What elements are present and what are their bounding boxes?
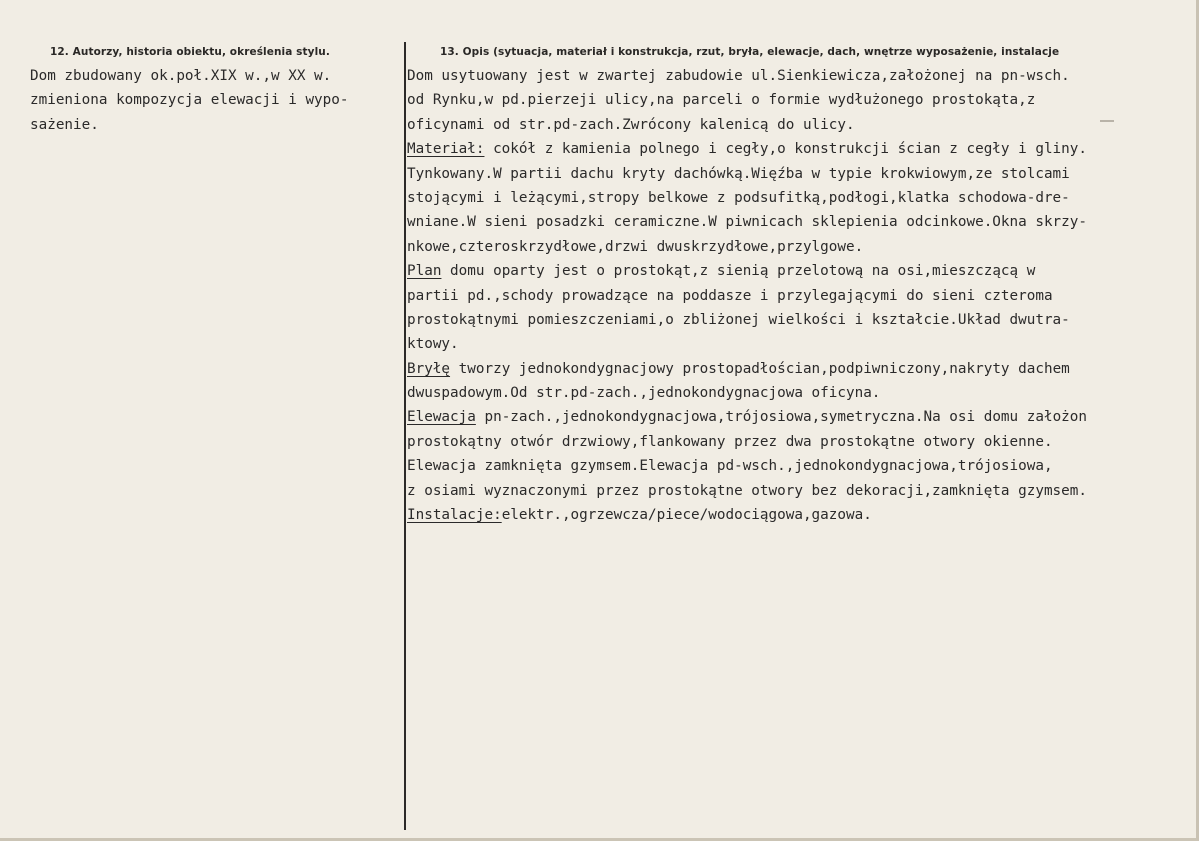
pencil-mark: [1100, 120, 1114, 122]
description-line-text: od Rynku,w pd.pierzeji ulicy,na parceli o formie wydłużonego prostokąta,z: [407, 92, 1036, 109]
description-keyword-instalacje: Instalacje:: [407, 507, 502, 524]
description-line-text: oficynami od str.pd-zach.Zwrócony kalenicą do ulicy.: [407, 116, 855, 133]
history-line: Dom zbudowany ok.poł.XIX w.,w XX w.: [30, 68, 332, 84]
description-keyword-bryla: Bryłę: [407, 360, 451, 377]
description-line: [407, 259, 1087, 283]
description-line: [407, 162, 1087, 186]
description-line: [407, 235, 1087, 259]
description-line: [407, 503, 1087, 527]
description-keyword-material: Materiał:: [407, 141, 485, 158]
description-line-text: prostokątny otwór drzwiowy,flankowany przez dwa prostokątne otwory okienne.: [407, 433, 1053, 450]
description-keyword-plan: Plan: [407, 263, 442, 280]
description-line: [407, 405, 1087, 429]
description-line: [407, 137, 1087, 161]
section-12-heading: 12. Autorzy, historia obiektu, określenia stylu.: [50, 46, 330, 58]
section-13-heading: 13. Opis (sytuacja, materiał i konstrukcja, rzut, bryła, elewacje, dach, wnętrze wyposażenie, instalacje: [440, 46, 1060, 58]
description-text: [407, 64, 1087, 527]
description-line: [407, 88, 1087, 112]
description-line-text: pn-zach.,jednokondygnacjowa,trójosiowa,symetryczna.Na osi domu założon: [475, 409, 1088, 426]
description-line: [407, 332, 1087, 356]
description-line: [407, 381, 1087, 405]
description-line-text: nkowe,czteroskrzydłowe,drzwi dwuskrzydłowe,przylgowe.: [407, 238, 864, 255]
history-text: [30, 64, 348, 137]
description-line: [407, 430, 1087, 454]
description-line-text: z osiami wyznaczonymi przez prostokątne otwory bez dekoracji,zamknięta gzymsem.: [407, 482, 1087, 499]
description-line: [407, 186, 1087, 210]
description-line-text: domu oparty jest o prostokąt,z sienią przelotową na osi,mieszczącą w: [441, 263, 1036, 280]
description-line: [407, 308, 1087, 332]
description-line-text: ktowy.: [407, 336, 459, 353]
description-line: [407, 113, 1087, 137]
history-line: zmieniona kompozycja elewacji i wypo-: [30, 92, 349, 109]
description-line-text: prostokątnymi pomieszczeniami,o zbliżonej wielkości i kształcie.Układ dwutra-: [407, 311, 1070, 328]
description-line-text: dwuspadowym.Od str.pd-zach.,jednokondygnacjowa oficyna.: [407, 385, 881, 402]
column-divider: [404, 42, 406, 830]
description-line-text: stojącymi i leżącymi,stropy belkowe z podsufitką,podłogi,klatka schodowa-dre-: [407, 189, 1070, 206]
description-line: [407, 454, 1087, 478]
description-line-text: Tynkowany.W partii dachu kryty dachówką.Więźba w typie krokwiowym,ze stolcami: [407, 165, 1070, 182]
description-line-text: elektr.,ogrzewcza/piece/wodociągowa,gazowa.: [501, 507, 872, 524]
description-line: [407, 64, 1087, 88]
description-line-text: tworzy jednokondygnacjowy prostopadłościan,podpiwniczony,nakryty dachem: [450, 360, 1070, 377]
description-line-text: partii pd.,schody prowadzące na poddasze i przylegającymi do sieni czteroma: [407, 287, 1053, 304]
description-line-text: Elewacja zamknięta gzymsem.Elewacja pd-wsch.,jednokondygnacjowa,trójosiowa,: [407, 458, 1053, 475]
description-line-text: cokół z kamienia polnego i cegły,o konstrukcji ścian z cegły i gliny.: [484, 141, 1087, 158]
description-keyword-elewacja: Elewacja: [407, 409, 476, 426]
history-line: sażenie.: [30, 116, 99, 133]
description-line: [407, 479, 1087, 503]
description-line: [407, 210, 1087, 234]
description-line-text: wniane.W sieni posadzki ceramiczne.W piwnicach sklepienia odcinkowe.Okna skrzy-: [407, 214, 1087, 231]
description-line-text: Dom usytuowany jest w zwartej zabudowie ul.Sienkiewicza,założonej na pn-wsch.: [407, 68, 1070, 84]
description-line: [407, 357, 1087, 381]
description-line: [407, 284, 1087, 308]
